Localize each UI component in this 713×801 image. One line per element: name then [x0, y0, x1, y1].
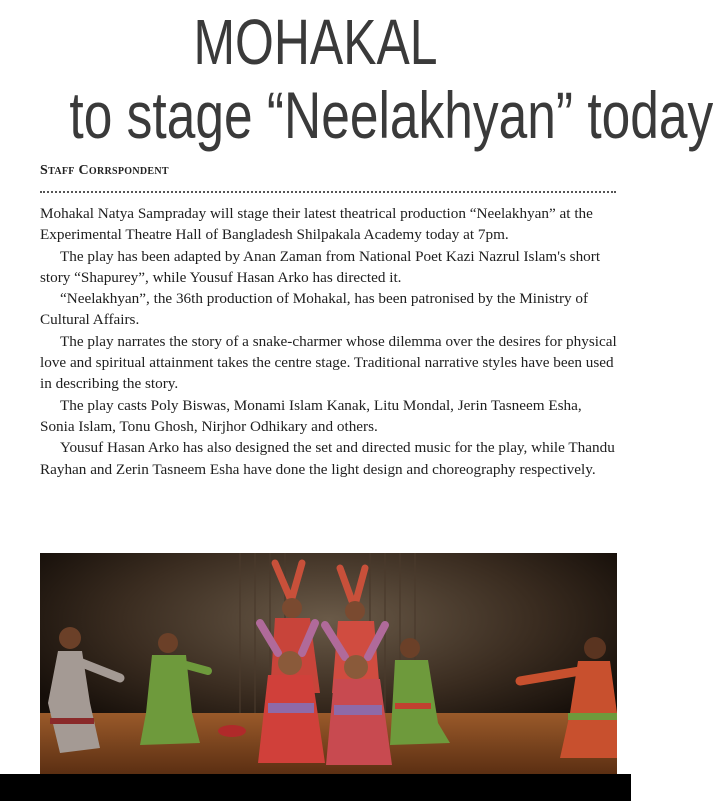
paragraph: The play has been adapted by Anan Zaman from National Poet Kazi Nazrul Islam's short story “Shapurey”, while Yousuf Hasan Arko has directed it.	[40, 247, 601, 286]
headline	[69, 6, 713, 152]
headline-line-2: to stage “Neelakhyan” today	[69, 78, 713, 152]
paragraph: Mohakal Natya Sampraday will stage their latest theatrical production “Neelakhyan” at the Experimental Theatre Hall of Bangladesh Shilpakala Academy today at 7pm.	[40, 205, 593, 244]
paragraph: “Neelakhyan”, the 36th production of Mohakal, has been patronised by the Ministry of Cultural Affairs.	[40, 290, 589, 329]
stage-photo	[40, 553, 617, 775]
paragraph: Yousuf Hasan Arko has also designed the set and directed music for the play, while Thandu Rayhan and Zerin Tasneem Esha have done the light design and choreography respectively.	[40, 439, 615, 478]
article-body	[40, 203, 620, 480]
dotted-divider	[40, 191, 616, 193]
headline-line-1: MOHAKAL	[193, 6, 438, 78]
byline: Staff Corrspondent	[40, 163, 169, 178]
paragraph: The play casts Poly Biswas, Monami Islam Kanak, Litu Mondal, Jerin Tasneem Esha, Sonia Islam, Tonu Ghosh, Nirjhor Odhikary and others.	[40, 396, 582, 435]
paragraph: The play narrates the story of a snake-charmer whose dilemma over the desires for physical love and spiritual attainment takes the centre stage. Traditional narrative styles have been used in describing the story.	[40, 332, 617, 393]
bottom-bar	[0, 774, 631, 801]
